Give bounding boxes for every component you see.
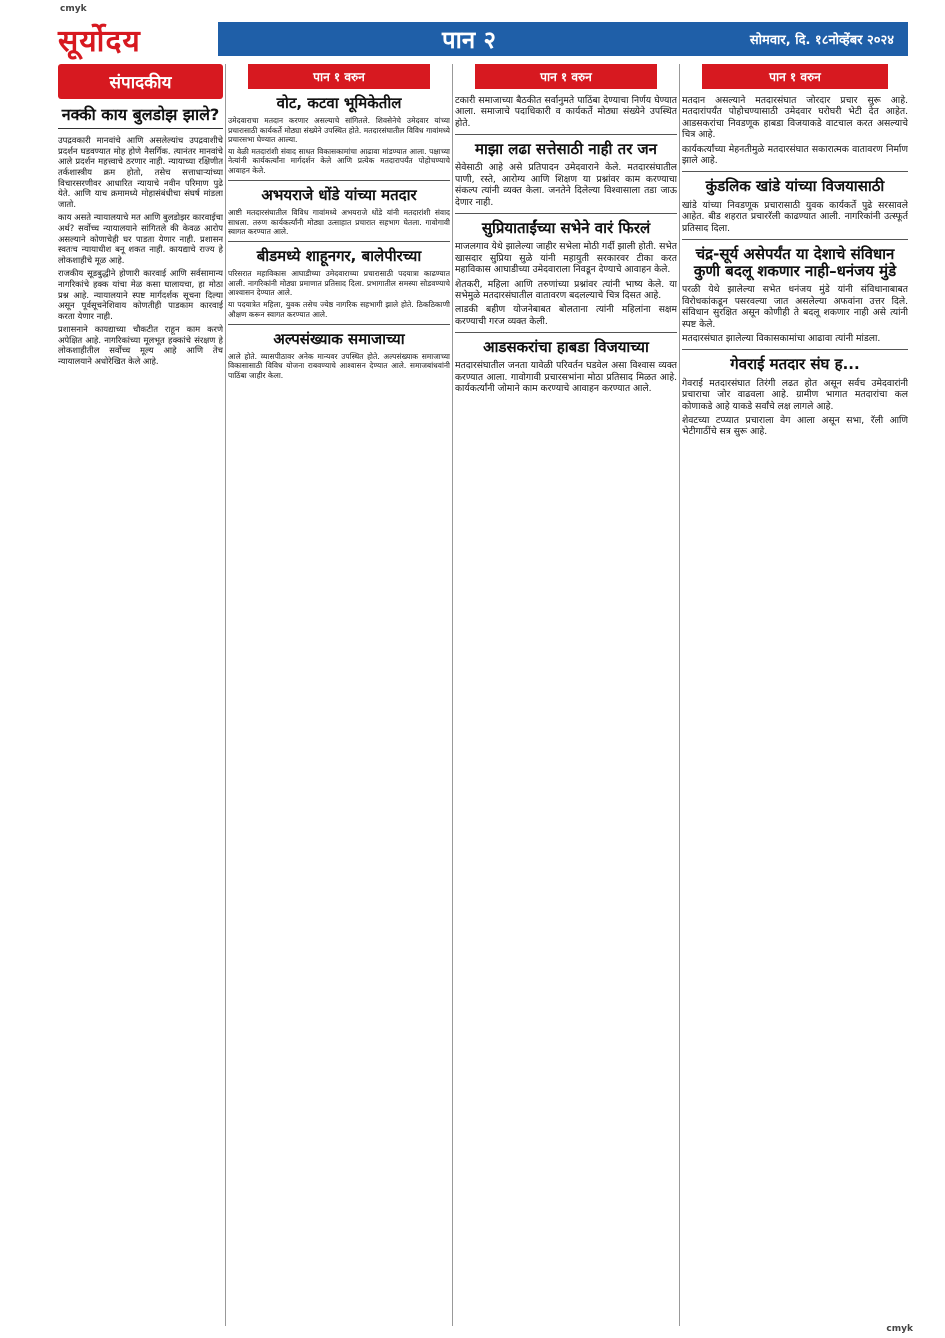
article-paragraph: लाडकी बहीण योजनेबाबत बोलताना त्यांनी महिलांना सक्षम करण्याची गरज व्यक्त केली. [455,304,677,327]
article-divider [455,213,677,214]
editorial-column [58,64,223,1326]
news-column-3 [455,64,677,1326]
article-paragraph: गेवराई मतदारसंघात तिरंगी लढत होत असून सर्वच उमेदवारांनी प्रचाराचा जोर वाढवला आहे. ग्रामीण भागात मतदारांचा कल कोणाकडे आहे याकडे सर्वांचे लक्ष लागले आहे. [682,377,908,412]
article-headline: सुप्रियाताईंच्या सभेने वारं फिरलं [481,219,651,238]
news-column-2 [228,64,450,1326]
column-divider [452,64,453,1326]
article-paragraph: मतदान असल्याने मतदारसंघात जोरदार प्रचार सुरू आहे. मतदारांपर्यंत पोहोचण्यासाठी उमेदवार घरोघरी भेटी देत आहेत. आडसकरांचा निवडणूक हाबडा विजयाकडे वाटचाल करत असल्याचे चित्र आहे. [682,95,908,141]
editorial-paragraph: प्रशासनाने कायद्याच्या चौकटीत राहून काम करणे अपेक्षित आहे. नागरिकांच्या मूलभूत हक्कांचे संरक्षण हे लोकशाहीतील सर्वोच्च मूल्य आहे आणि तेच न्यायालयाने अधोरेखित केले आहे. [58,324,223,367]
article-divider [228,324,450,325]
column-4-articles [682,95,908,438]
article-headline: वोट, कटवा भूमिकेतील [276,94,402,112]
continued-from-page1-tag: पान १ वरुन [248,64,430,89]
article-paragraph: उमेदवाराचा मतदान करणार असल्याचे सांगितले. शिवसेनेचे उमेदवार यांच्या प्रचारासाठी कार्यकर्ते मोठ्या संख्येने उपस्थित होते. मतदारसंघातील विविध गावांमध्ये प्रचारसभा घेण्यात आल्या. [228,116,450,144]
page-columns [58,64,908,1326]
article-headline: आडसकरांचा हाबडा विजयाच्या [483,338,649,357]
news-column-4 [682,64,908,1326]
column-2-articles [228,95,450,380]
article-headline: गेवराई मतदार संघ ह... [730,355,860,374]
article-paragraph: कार्यकर्त्यांच्या मेहनतीमुळे मतदारसंघात सकारात्मक वातावरण निर्माण झाले आहे. [682,143,908,167]
article-divider [228,241,450,242]
column-divider [679,64,680,1326]
article-divider [228,180,450,181]
article-divider [682,349,908,350]
article-paragraph: या वेळी मतदारांशी संवाद साधत विकासकामांचा आढावा मांडण्यात आला. पक्षाच्या नेत्यांनी कार्यकर्त्यांना मार्गदर्शन केले आणि प्रत्येक मतदारापर्यंत पोहोचण्याचे आवाहन केले. [228,147,450,175]
article-headline: अल्पसंख्याक समाजाच्या [273,329,405,348]
print-mark-top: cmyk [60,4,87,14]
article-paragraph: सेवेसाठी आहे असे प्रतिपादन उमेदवाराने केले. मतदारसंघातील पाणी, रस्ते, आरोग्य आणि शिक्षण या प्रश्नांवर काम करण्याचा संकल्प त्यांनी व्यक्त केला. जनतेने दिलेल्या विश्वासाला तडा जाऊ देणार नाही. [455,162,677,208]
editorial-paragraph: राजकीय सूडबुद्धीने होणारी कारवाई आणि सर्वसामान्य नागरिकांचे हक्क यांचा मेळ कसा घालायचा, हा मोठा प्रश्न आहे. न्यायालयाने स्पष्ट मार्गदर्शक सूचना दिल्या असून पूर्वसूचनेशिवाय कोणतीही पाडकाम कारवाई करता येणार नाही. [58,268,223,321]
article-paragraph: आष्टी मतदारसंघातील विविध गावांमध्ये अभयराजे धोंडे यांनी मतदारांशी संवाद साधला. तरुण कार्यकर्त्यांनी मोठ्या उत्साहात प्रचारात सहभाग घेतला. गावोगावी स्वागत करण्यात आले. [228,208,450,236]
column-3-articles [455,95,677,395]
continued-from-page1-tag: पान १ वरुन [475,64,657,89]
article-headline: चंद्र-सूर्य असेपर्यंत या देशाचे संविधान कुणी बदलू शकणार नाही–धनंजय मुंडे [693,244,897,281]
article-paragraph: शेवटच्या टप्प्यात प्रचाराला वेग आला असून सभा, रॅली आणि भेटीगाठींचे सत्र सुरू आहे. [682,414,908,438]
article-paragraph: या पदयात्रेत महिला, युवक तसेच ज्येष्ठ नागरिक सहभागी झाले होते. ठिकठिकाणी औक्षण करून स्वागत करण्यात आले. [228,300,450,319]
print-mark-bottom: cmyk [886,1324,913,1334]
article-paragraph: मतदारसंघात झालेल्या विकासकामांचा आढावा त्यांनी मांडला. [682,333,881,345]
issue-date: सोमवार, दि. १८नोव्हेंबर २०२४ [749,33,894,48]
article-headline: कुंडलिक खांडे यांच्या विजयासाठी [705,177,885,196]
article-paragraph: परळी येथे झालेल्या सभेत धनंजय मुंडे यांनी संविधानाबाबत विरोधकांकडून पसरवल्या जात असलेल्या अफवांना उत्तर दिले. संविधान सुरक्षित असून कोणीही ते बदलू शकणार नाही असे त्यांनी स्पष्ट केले. [682,284,908,330]
newspaper-logo: सूर्योदय [58,23,141,59]
continued-from-page1-tag: पान १ वरुन [702,64,888,89]
editorial-section-label: संपादकीय [58,64,223,99]
article-paragraph: खांडे यांच्या निवडणूक प्रचारासाठी युवक कार्यकर्ते पुढे सरसावले आहेत. बीड शहरात प्रचाररॅली काढण्यात आली. नागरिकांनी उत्स्फूर्त प्रतिसाद दिला. [682,199,908,234]
article-paragraph: परिसरात महाविकास आघाडीच्या उमेदवाराच्या प्रचारासाठी पदयात्रा काढण्यात आली. नागरिकांनी मोठ्या प्रमाणात प्रतिसाद दिला. प्रभागातील समस्या सोडवण्याचे आश्वासन देण्यात आले. [228,269,450,298]
masthead [58,18,908,60]
article-headline: बीडमध्ये शाहूनगर, बालेपीरच्या [256,247,422,266]
page-number: पान २ [442,25,497,54]
page-header-bar [218,22,908,56]
editorial-paragraph: काय असते न्यायालयाचे मत आणि बुलडोझर कारवाईचा अर्थ? सर्वोच्च न्यायालयाने सांगितले की केवळ आरोप असल्याने कोणाचेही घर पाडता येणार नाही. प्रशासन स्वतःच न्यायाधीश बनू शकत नाही. कायद्याचे राज्य हे लोकशाहीचे मूळ आहे. [58,212,223,265]
article-divider [455,332,677,333]
article-divider [455,134,677,135]
article-paragraph: टकारी समाजाच्या बैठकीत सर्वानुमते पाठिंबा देण्याचा निर्णय घेण्यात आला. समाजाचे पदाधिकारी व कार्यकर्ते मोठ्या संख्येने उपस्थित होते. [455,95,677,129]
article-paragraph: शेतकरी, महिला आणि तरुणांच्या प्रश्नांवर त्यांनी भाष्य केले. या सभेमुळे मतदारसंघातील वातावरण बदलल्याचे चित्र दिसत आहे. [455,278,677,301]
article-paragraph: माजलगाव येथे झालेल्या जाहीर सभेला मोठी गर्दी झाली होती. सभेत खासदार सुप्रिया सुळे यांनी महायुती सरकारवर टीका करत महाविकास आघाडीच्या उमेदवाराला निवडून देण्याचे आवाहन केले. [455,241,677,276]
editorial-headline: नक्की काय बुलडोझ झाले? [58,105,223,129]
article-paragraph: मतदारसंघातील जनता यावेळी परिवर्तन घडवेल असा विश्वास व्यक्त करण्यात आला. गावोगावी प्रचारसभांना मोठा प्रतिसाद मिळत आहे. कार्यकर्त्यांनी जोमाने काम करण्याचे आवाहन करण्यात आले. [455,360,677,395]
column-divider [225,64,226,1326]
article-divider [682,171,908,172]
article-headline: माझा लढा सत्तेसाठी नाही तर जन [474,140,658,159]
article-headline: अभयराजे धोंडे यांच्या मतदार [261,186,417,205]
editorial-paragraph: उपद्रवकारी मानवांचे आणि असलेल्यांच उपद्रवाशीचे प्रदर्शन घडवण्यात मोह होणे नैसर्गिक. त्यानंतर मानवांचे आले प्रदर्शन महत्त्वाचे ठरणार नाही. न्यायाच्या रक्षिणीत तर्कशास्त्रीय क्रम होतो, तसेच सत्ताधाऱ्यांच्या विचारसरणीवर आधारित न्यायाचे नवीन परिमाण पुढे येते. आणि याच क्रमामध्ये मोहासंबंधीचा संघर्ष मांडला जातो. [58,135,223,209]
article-divider [682,239,908,240]
editorial-body [58,135,223,366]
article-paragraph: आले होते. व्यासपीठावर अनेक मान्यवर उपस्थित होते. अल्पसंख्याक समाजाच्या विकासासाठी विविध योजना राबवण्याचे आश्वासन देण्यात आले. समाजबांधवांनी पाठिंबा जाहीर केला. [228,352,450,380]
